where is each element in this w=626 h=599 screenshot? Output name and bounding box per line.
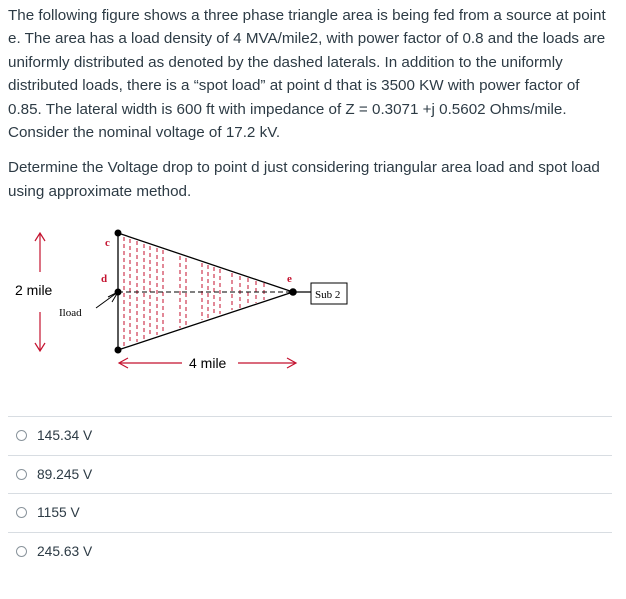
point-c-label: c: [105, 237, 110, 249]
load-label: Iload: [59, 307, 82, 319]
answer-option[interactable]: [8, 416, 612, 455]
question-paragraph-1: The following figure shows a three phase triangle area is being fed from a source at point e. The area has a load density of 4 MVA/mile2, with power factor of 0.8 and the loads are uniformly distributed as denoted by the dashed laterals. In addition to the uniformly distributed loads, there is a “spot load” at point d that is 3500 KW with power factor of 0.85. The lateral width is 600 ft with impedance of Z = 0.3071 +j 0.5602 Ohms/mile. Consider the nominal voltage of 17.2 kV.: [8, 7, 606, 142]
load-arrow-line: [96, 292, 118, 308]
answer-label: 89.245 V: [37, 466, 93, 482]
question-text: [8, 4, 608, 203]
question-paragraph-2: Determine the Voltage drop to point d just considering triangular area load and spot load using approximate method.: [8, 159, 600, 200]
node-c: [115, 230, 122, 237]
triangle-upper-side: [118, 233, 293, 292]
radio-icon[interactable]: [16, 507, 27, 518]
node-bottom: [115, 347, 122, 354]
length-label: 4 mile: [189, 355, 227, 371]
radio-icon[interactable]: [16, 469, 27, 480]
answer-option[interactable]: [8, 455, 612, 494]
answer-label: 245.63 V: [37, 543, 93, 559]
diagram-svg: [0, 220, 626, 390]
point-e-label: e: [287, 273, 292, 285]
point-d-label: d: [101, 273, 108, 285]
triangle-area-diagram: [0, 220, 626, 390]
height-label: 2 mile: [15, 282, 53, 298]
answer-options: [8, 416, 612, 570]
answer-option[interactable]: [8, 493, 612, 532]
answer-label: 145.34 V: [37, 428, 93, 444]
radio-icon[interactable]: [16, 430, 27, 441]
answer-label: 1155 V: [37, 505, 80, 521]
radio-icon[interactable]: [16, 546, 27, 557]
source-label: Sub 2: [315, 289, 341, 301]
answer-option[interactable]: [8, 532, 612, 571]
